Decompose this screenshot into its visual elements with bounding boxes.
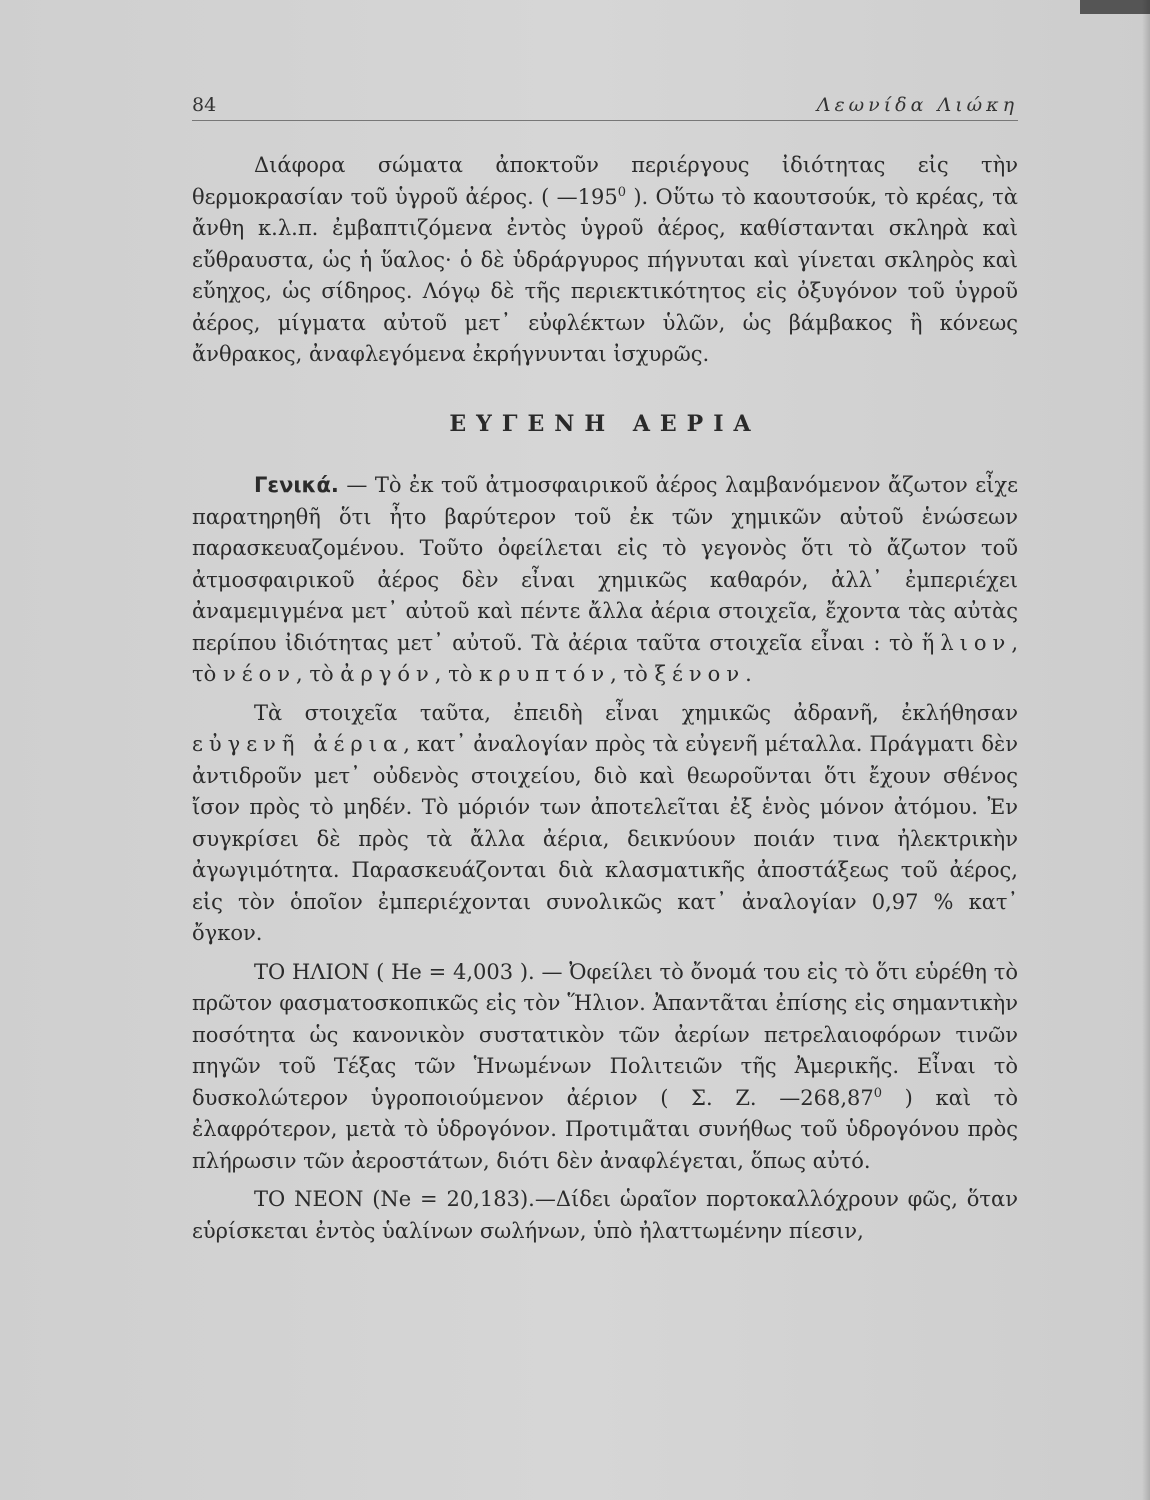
page-edge-shadow bbox=[1142, 0, 1150, 1500]
page-number: 84 bbox=[192, 94, 217, 116]
running-head bbox=[192, 90, 1018, 120]
header-rule bbox=[192, 120, 1018, 121]
element-helium: ἥλιον bbox=[921, 630, 1012, 655]
paragraph-liquid-air: Διάφορα σώματα ἀποκτοῦν περιέργους ἰδιότητας εἰς τὴν θερμοκρασίαν τοῦ ὑγροῦ ἀέρος. ( $—195^0$ ). Οὕτω τὸ καουτσούκ, τὸ κρέας, τὰ ἄνθη κ.λ.π. ἐμβαπτιζόμενα ἐντὸς ὑγροῦ ἀέρος, καθίστανται σκληρὰ καὶ εὔθραυστα, ὡς ἡ ὕαλος· ὁ δὲ ὑδράργυρος πήγνυται καὶ γίνεται σκληρὸς καὶ εὔηχος, ὡς σίδηρος. Λόγῳ δὲ τῆς περιεκτικότητος εἰς ὀξυγόνον τοῦ ὑγροῦ ἀέρος, μίγματα αὐτοῦ μετ᾽ εὐφλέκτων ὑλῶν, ὡς βάμβακος ἢ κόνεως ἄνθρακος, ἀναφλεγόμενα ἐκρήγνυνται ἰσχυρῶς. bbox=[192, 153, 1018, 366]
element-krypton: κρυπτόν bbox=[479, 662, 611, 686]
scan-corner-mark bbox=[1080, 0, 1150, 14]
body-text bbox=[192, 150, 1018, 1247]
term-noble-gases: εὐγενῆ ἀέρια bbox=[192, 732, 404, 756]
element-xenon: ξένον bbox=[654, 662, 746, 686]
degree-superscript: 0 bbox=[617, 184, 627, 200]
degree-superscript: 0 bbox=[873, 1085, 883, 1101]
paragraph-helium: ΤΟ ΗΛΙΟΝ ( He = 4,003 ). — Ὀφείλει τὸ ὄνομά του εἰς τὸ ὅτι εὑρέθη τὸ πρῶτον φασματοσκοπικῶς εἰς τὸν Ἥλιον. Ἀπαντᾶται ἐπίσης εἰς σημαντικὴν ποσότητα ὡς κανονικὸν συστατικὸν τῶν ἀερίων πετρελαιοφόρων τινῶν πηγῶν τοῦ Τέξας τῶν Ἡνωμένων Πολιτειῶν τῆς Ἀμερικῆς. Εἶναι τὸ δυσκολώτερον ὑγροποιούμενον ἀέριον ( Σ. Ζ. —268,87$^0$ ) καὶ τὸ ἐλαφρότερον, μετὰ τὸ ὑδρογόνον. Προτιμᾶται συνήθως τοῦ ὑδρογόνου πρὸς πλήρωσιν τῶν ἀεροστάτων, διότι δὲν ἀναφλέγεται, ὅπως αὐτό. bbox=[192, 959, 1018, 1173]
paragraph-general: Γενικά. — Τὸ ἐκ τοῦ ἀτμοσφαιρικοῦ ἀέρος λαμβανόμενον ἄζωτον εἶχε παρατηρηθῆ ὅτι ἦτο βαρύτερον τοῦ ἐκ τῶν χημικῶν αὐτοῦ ἑνώσεων παρασκευαζομένου. Τοῦτο ὀφείλεται εἰς τὸ γεγονὸς ὅτι τὸ ἄζωτον τοῦ ἀτμοσφαιρικοῦ ἀέρος δὲν εἶναι χημικῶς καθαρόν, ἀλλ᾽ ἐμπεριέχει ἀναμεμιγμένα μετ᾽ αὐτοῦ καὶ πέντε ἄλλα ἀέρια στοιχεῖα, ἔχοντα τὰς αὐτὰς περίπου ἰδιότητας μετ᾽ αὐτοῦ. Τὰ ἀέρια ταῦτα στοιχεῖα εἶναι : τὸ ἥλιον, τὸ νέον, τὸ ἀργόν, τὸ κρυπτόν, τὸ ξένον. bbox=[192, 473, 1018, 686]
element-neon: νέον bbox=[222, 662, 296, 686]
paragraph-lead-term: Γενικά. bbox=[254, 473, 339, 497]
paragraph-neon: ΤΟ ΝΕΟΝ (Ne = 20,183).—Δίδει ὡραῖον πορτοκαλλόχρουν φῶς, ὅταν εὑρίσκεται ἐντὸς ὑαλίνων σωλήνων, ὑπὸ ἠλαττωμένην πίεσιν, bbox=[192, 1187, 1018, 1243]
paragraph-noble-gases: Τὰ στοιχεῖα ταῦτα, ἐπειδὴ εἶναι χημικῶς ἀδρανῆ, ἐκλήθησαν εὐγενῆ ἀέρια, κατ᾽ ἀναλογίαν πρὸς τὰ εὐγενῆ μέταλλα. Πράγματι δὲν ἀντιδροῦν μετ᾽ οὐδενὸς στοιχείου, διὸ καὶ θεωροῦνται ὅτι ἔχουν σθένος ἴσον πρὸς τὸ μηδέν. Τὸ μόριόν των ἀποτελεῖται ἐξ ἑνὸς μόνον ἀτόμου. Ἐν συγκρίσει δὲ πρὸς τὰ ἄλλα ἀέρια, δεικνύουν ποιάν τινα ἠλεκτρικὴν ἀγωγιμότητα. Παρασκευάζονται διὰ κλασματικῆς ἀποστάξεως τοῦ ἀέρος, εἰς τὸν ὁποῖον ἐμπεριέχονται συνολικῶς κατ᾽ ἀναλογίαν 0,97 % κατ᾽ ὄγκον. bbox=[192, 700, 1019, 945]
section-heading: ΕΥΓΕΝΗ ΑΕΡΙΑ bbox=[449, 410, 761, 437]
element-argon: ἀργόν bbox=[340, 662, 435, 686]
running-author: Λεωνίδα Λιώκη bbox=[816, 94, 1018, 116]
